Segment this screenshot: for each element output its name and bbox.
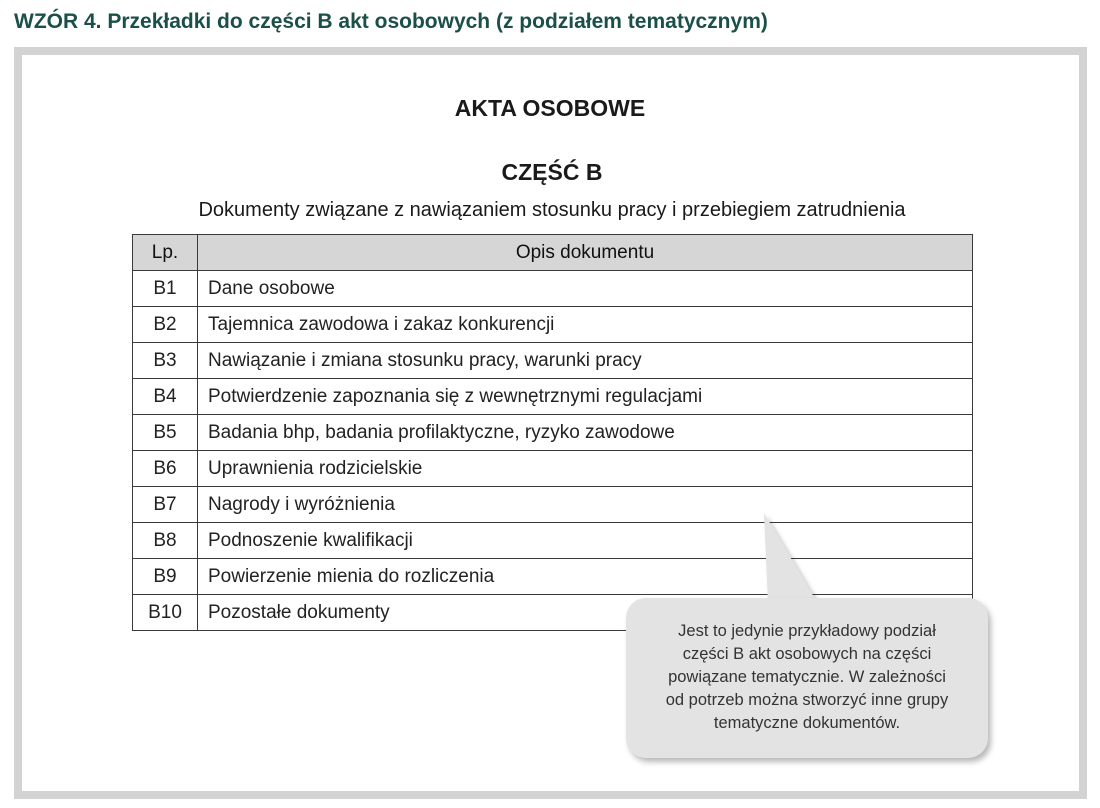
row-description-cell: Tajemnica zawodowa i zakaz konkurencji [198,307,973,343]
table-row [133,415,973,451]
row-description-cell: Powierzenie mienia do rozliczenia [198,559,973,595]
row-description-cell: Nagrody i wyróżnienia [198,487,973,523]
row-number-cell: B5 [133,415,198,451]
row-description-cell: Potwierdzenie zapoznania się z wewnętrznymi regulacjami [198,379,973,415]
callout-line: powiązane tematycznie. W zależności [668,668,946,686]
document-section-title: CZĘŚĆ B [501,159,603,185]
column-header-lp: Lp. [133,235,198,271]
callout-line: tematyczne dokumentów. [713,714,901,732]
document-subtitle: Dokumenty związane z nawiązaniem stosunku pracy i przebiegiem zatrudnienia [198,199,906,221]
row-description-cell: Pozostałe dokumenty [198,595,973,631]
callout-text [626,620,988,735]
table-row [133,379,973,415]
row-number-cell: B4 [133,379,198,415]
table-row [133,343,973,379]
row-description-cell: Badania bhp, badania profilaktyczne, ryzyko zawodowe [198,415,973,451]
row-description-cell: Uprawnienia rodzicielskie [198,451,973,487]
page-title: WZÓR 4. Przekładki do części B akt osobowych (z podziałem tematycznym) [14,10,768,33]
row-description-cell: Nawiązanie i zmiana stosunku pracy, warunki pracy [198,343,973,379]
column-header-description: Opis dokumentu [198,235,973,271]
row-number-cell: B7 [133,487,198,523]
document-heading: AKTA OSOBOWE [454,95,646,121]
table-row [133,559,973,595]
callout-line: części B akt osobowych na części [682,645,932,663]
row-number-cell: B6 [133,451,198,487]
row-number-cell: B9 [133,559,198,595]
documents-table [132,234,973,631]
table-row [133,523,973,559]
row-number-cell: B10 [133,595,198,631]
table-row [133,307,973,343]
table-row [133,487,973,523]
table-header-row [133,235,973,271]
row-number-cell: B2 [133,307,198,343]
row-number-cell: B1 [133,271,198,307]
row-number-cell: B3 [133,343,198,379]
table-row [133,451,973,487]
row-description-cell: Dane osobowe [198,271,973,307]
row-number-cell: B8 [133,523,198,559]
table-row [133,271,973,307]
callout-line: od potrzeb można stworzyć inne grupy [665,691,949,709]
row-description-cell: Podnoszenie kwalifikacji [198,523,973,559]
callout-line: Jest to jedynie przykładowy podział [678,622,936,640]
